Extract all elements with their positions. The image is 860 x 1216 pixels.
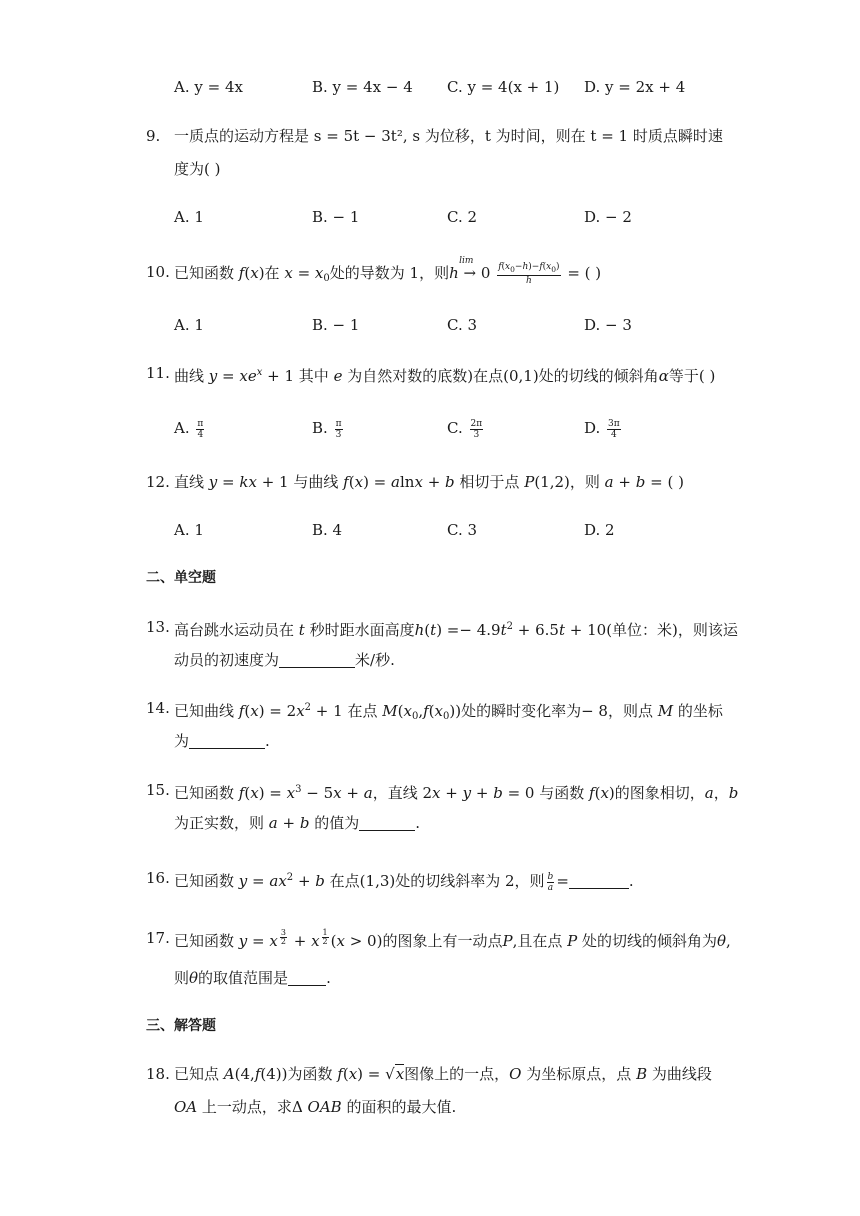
answer-blank[interactable] xyxy=(279,651,355,668)
q16-text-c: = xyxy=(556,872,569,890)
q15-number: 15. xyxy=(146,781,170,799)
q15-text-b: ，直线 xyxy=(372,784,418,802)
q10-option-c: C. 3 xyxy=(447,316,478,334)
q12-option-c: C. 3 xyxy=(447,521,478,539)
q17-text-b: 的图象上有一动点 xyxy=(382,932,503,950)
q12-text-d: ，则 xyxy=(569,473,600,491)
q13-text-c: (单位：米)，则该运 xyxy=(606,621,738,639)
answer-blank[interactable] xyxy=(359,814,415,831)
answer-blank[interactable] xyxy=(288,969,326,986)
q17-text-d: 处的切线的倾斜角为 xyxy=(582,932,718,950)
q11-option-d: D. $\frac{3\pi}{4}$ xyxy=(584,418,620,440)
q16-number: 16. xyxy=(146,869,170,887)
q18-stem-line1: 已知点 A(4,f(4))为函数 f(x) = √x图像上的一点，O 为坐标原点，点 B 为曲线段 xyxy=(174,1065,712,1083)
q10-text-d: = ( ) xyxy=(567,263,602,282)
q12-text-e: = ( ) xyxy=(650,473,684,491)
q12-text-a: 直线 xyxy=(174,473,205,491)
q17-number: 17. xyxy=(146,929,170,947)
q13-stem-line2: 动员的初速度为 米/秒. xyxy=(174,651,395,669)
q9-stem-line2: 度为( ) xyxy=(174,160,221,178)
q14-number: 14. xyxy=(146,699,170,717)
q11-number: 11. xyxy=(146,364,170,382)
q10-option-d: D. − 3 xyxy=(584,316,632,334)
q11-text-c: 为自然对数的底数)在点(0,1)处的切线的倾斜角 xyxy=(347,367,659,385)
q14-text-b: 在点 xyxy=(347,702,378,720)
q18-text-e: 为曲线段 xyxy=(651,1065,712,1083)
q14-stem-line2: 为 . xyxy=(174,732,270,750)
q10-text-c: 处的导数为 1，则 xyxy=(329,263,450,282)
answer-blank[interactable] xyxy=(189,732,265,749)
q17-text-a: 已知函数 xyxy=(174,932,235,950)
q10-stem: 已知函数 f(x)在 $x = x_0$处的导数为 1，则 lim h → 0 $\frac{f(x_0-h)-f(x_0)}{h}$ = ( ) xyxy=(174,255,602,286)
q14-text-d: 的坐标 xyxy=(677,702,723,720)
q17-stem-line1: 已知函数 y = x $^{\frac{3}{2}}$ + x $^{\frac{1}{2}}$ (x > 0)的图象上有一动点P,且在点 P 处的切线的倾斜角为θ, xyxy=(174,928,731,950)
q8-option-a: A. y = 4x xyxy=(174,78,243,96)
q17-text-c: ,且在点 xyxy=(512,932,563,950)
q10-number: 10. xyxy=(146,263,170,281)
q9-option-a: A. 1 xyxy=(174,208,204,226)
q11-text-b: 其中 xyxy=(298,367,329,385)
q9-number: 9. xyxy=(146,127,161,145)
q14-text-a: 已知曲线 xyxy=(174,702,235,720)
q12-stem: 直线 y = kx + 1 与曲线 f(x) = alnx + b 相切于点 P(1,2)，则 a + b = ( ) xyxy=(174,473,684,491)
q10-text-a: 已知函数 xyxy=(174,263,235,282)
q10-option-a: A. 1 xyxy=(174,316,204,334)
q13-stem-line1: 高台跳水运动员在 t 秒时距水面高度$h(t) =- 4.9t^2 + 6.5t + 10$(单位：米)，则该运 xyxy=(174,621,738,639)
q9-option-d: D. − 2 xyxy=(584,208,632,226)
q11-option-a: A. $\frac{\pi}{4}$ xyxy=(174,418,204,440)
q15-text-d: 的图象相切， xyxy=(614,784,705,802)
fraction-b-over-a: $\frac{b}{a}$ xyxy=(547,871,554,893)
q11-option-b: B. $\frac{\pi}{3}$ xyxy=(312,418,342,440)
q12-number: 12. xyxy=(146,473,170,491)
q8-option-d: D. y = 2x + 4 xyxy=(584,78,686,96)
section-heading-solutions: 三、解答题 xyxy=(146,1018,216,1034)
q14-text-c: 处的瞬时变化率为− 8，则点 xyxy=(461,702,653,720)
limit-expression: lim h → 0 xyxy=(449,255,491,282)
q15-text-c: 与函数 xyxy=(539,784,585,802)
q10-option-b: B. − 1 xyxy=(312,316,360,334)
q9-stem-line1: 一质点的运动方程是 s = 5t − 3t², s 为位移，t 为时间，则在 t = 1 时质点瞬时速 xyxy=(174,127,723,145)
q18-number: 18. xyxy=(146,1065,170,1083)
q12-option-b: B. 4 xyxy=(312,521,343,539)
section-heading-fill-in: 二、单空题 xyxy=(146,570,216,586)
q11-text-a: 曲线 xyxy=(174,367,205,385)
q18-text-d: 为坐标原点，点 xyxy=(526,1065,632,1083)
difference-quotient: $\frac{f(x_0-h)-f(x_0)}{h}$ xyxy=(498,262,560,286)
q9-option-c: C. 2 xyxy=(447,208,478,226)
q13-number: 13. xyxy=(146,618,170,636)
q16-text-a: 已知函数 xyxy=(174,872,235,890)
q14-stem-line1: 已知曲线 $f(x) = 2x^2 + 1$ 在点 $M(x_0,f(x_0))$处的瞬时变化率为− 8，则点 M 的坐标 xyxy=(174,702,723,722)
q11-text-d: 等于( ) xyxy=(668,367,716,385)
q15-stem-line2: 为正实数，则 a + b 的值为 . xyxy=(174,814,421,832)
q12-text-c: 相切于点 xyxy=(459,473,520,491)
q11-stem: 曲线 $y = xe^x + 1$ 其中 e 为自然对数的底数)在点(0,1)处的切线的倾斜角α等于( ) xyxy=(174,367,716,385)
q18-stem-line2: OA 上一动点，求Δ OAB 的面积的最大值. xyxy=(174,1098,457,1116)
q18-text-a: 已知点 xyxy=(174,1065,220,1083)
q10-text-b: 在 xyxy=(264,263,280,282)
q12-option-a: A. 1 xyxy=(174,521,204,539)
q11-option-c: C. $\frac{2\pi}{3}$ xyxy=(447,418,483,440)
q15-text-a: 已知函数 xyxy=(174,784,235,802)
q8-option-c: C. y = 4(x + 1) xyxy=(447,78,560,96)
q13-text-b: 秒时距水面高度 xyxy=(309,621,415,639)
q12-option-d: D. 2 xyxy=(584,521,615,539)
q13-text-a: 高台跳水运动员在 xyxy=(174,621,295,639)
q18-text-b: 为函数 xyxy=(287,1065,333,1083)
q12-text-b: 与曲线 xyxy=(293,473,339,491)
q8-option-b: B. y = 4x − 4 xyxy=(312,78,413,96)
q18-text-c: 图像上的一点， xyxy=(404,1065,510,1083)
q16-stem: 已知函数 $y = ax^2 + b$ 在点(1,3)处的切线斜率为 2，则 $\frac{b}{a}$ = . xyxy=(174,871,634,893)
q15-stem-line1: 已知函数 $f(x) = x^3 - 5x + a$，直线 2x + y + b = 0 与函数 f(x)的图象相切，a，b xyxy=(174,784,739,802)
q9-option-b: B. − 1 xyxy=(312,208,360,226)
q16-text-b: 在点(1,3)处的切线斜率为 2，则 xyxy=(329,872,545,890)
q17-stem-line2: 则θ的取值范围是 . xyxy=(174,969,331,987)
answer-blank[interactable] xyxy=(569,872,629,889)
